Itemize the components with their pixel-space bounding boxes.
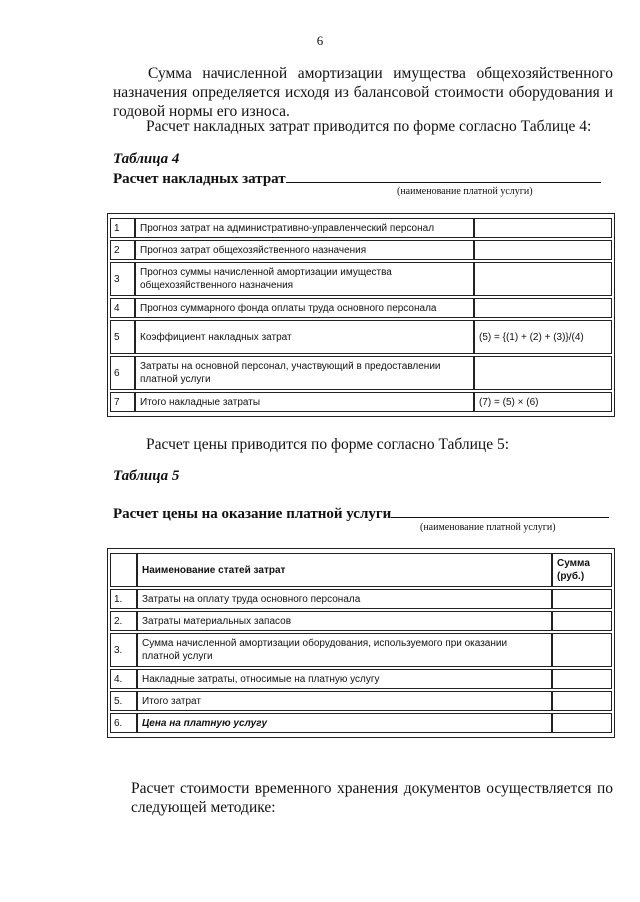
- table-row: [110, 298, 612, 318]
- row-text: Коэффициент накладных затрат: [135, 320, 474, 354]
- row-value: [552, 691, 612, 711]
- table-header-row: [110, 553, 612, 587]
- row-value: [552, 611, 612, 631]
- overhead-costs-table: [110, 216, 612, 414]
- row-number: 7: [110, 392, 135, 412]
- table-row: [110, 356, 612, 390]
- row-text: Цена на платную услугу: [137, 713, 552, 733]
- table5-title-text: Расчет цены на оказание платной услуги: [113, 506, 392, 522]
- paragraph-storage-cost: Расчет стоимости временного хранения документов осуществляется по следующей методике:: [131, 780, 613, 816]
- header-sum: Сумма (руб.): [552, 553, 612, 587]
- row-text: Накладные затраты, относимые на платную услугу: [137, 669, 552, 689]
- row-text: Затраты на основной персонал, участвующий в предоставлении платной услуги: [135, 356, 474, 390]
- row-value: [552, 633, 612, 667]
- row-number: 1.: [110, 589, 137, 609]
- row-number: 6: [110, 356, 135, 390]
- row-text: Прогноз затрат общехозяйственного назначения: [135, 240, 474, 260]
- row-text: Прогноз суммарного фонда оплаты труда основного персонала: [135, 298, 474, 318]
- row-number: 3.: [110, 633, 137, 667]
- header-number: [110, 553, 137, 587]
- table-row: [110, 633, 612, 667]
- row-value: (5) = {(1) + (2) + (3)}/(4): [474, 320, 612, 354]
- header-name: Наименование статей затрат: [137, 553, 552, 587]
- table4-caption: Таблица 4: [113, 151, 180, 167]
- table-row: [110, 392, 612, 412]
- row-number: 5: [110, 320, 135, 354]
- row-number: 4.: [110, 669, 137, 689]
- row-value: [552, 589, 612, 609]
- row-number: 2: [110, 240, 135, 260]
- row-value: [474, 218, 612, 238]
- table4-frame: [107, 213, 615, 417]
- row-text: Итого затрат: [137, 691, 552, 711]
- row-value: [474, 240, 612, 260]
- table-row: [110, 691, 612, 711]
- row-text: Прогноз затрат на административно-управленческий персонал: [135, 218, 474, 238]
- table4-title: [113, 168, 601, 188]
- page-number: 6: [316, 33, 324, 48]
- row-number: 6.: [110, 713, 137, 733]
- table-row: [110, 218, 612, 238]
- row-text: Итого накладные затраты: [135, 392, 474, 412]
- row-value: [552, 713, 612, 733]
- row-value: [552, 669, 612, 689]
- row-text: Прогноз суммы начисленной амортизации имущества общехозяйственного назначения: [135, 262, 474, 296]
- paragraph-price-intro: Расчет цены приводится по форме согласно Таблице 5:: [146, 436, 510, 453]
- row-value: [474, 298, 612, 318]
- row-number: 1: [110, 218, 135, 238]
- table5-caption: Таблица 5: [113, 468, 180, 484]
- row-value: [474, 262, 612, 296]
- service-name-line: [286, 168, 601, 183]
- row-text: Сумма начисленной амортизации оборудования, используемого при оказании платной услуги: [137, 633, 552, 667]
- row-number: 3: [110, 262, 135, 296]
- paragraph-overhead-intro: Расчет накладных затрат приводится по форме согласно Таблице 4:: [146, 118, 592, 135]
- row-text: Затраты материальных запасов: [137, 611, 552, 631]
- row-value: [474, 356, 612, 390]
- table-row: [110, 320, 612, 354]
- service-name-line: [391, 503, 609, 518]
- table-row: [110, 262, 612, 296]
- table4-title-text: Расчет накладных затрат: [113, 171, 286, 187]
- table-row: [110, 611, 612, 631]
- table-row: [110, 713, 612, 733]
- price-calculation-table: [110, 551, 612, 735]
- row-number: 5.: [110, 691, 137, 711]
- table5-hint: (наименование платной услуги): [420, 522, 556, 533]
- table-row: [110, 589, 612, 609]
- row-number: 4: [110, 298, 135, 318]
- table-row: [110, 240, 612, 260]
- table5-title: [113, 503, 609, 523]
- table4-hint: (наименование платной услуги): [397, 186, 533, 197]
- table5-frame: [107, 548, 615, 738]
- row-number: 2.: [110, 611, 137, 631]
- table-row: [110, 669, 612, 689]
- row-value: (7) = (5) × (6): [474, 392, 612, 412]
- row-text: Затраты на оплату труда основного персонала: [137, 589, 552, 609]
- paragraph-amortization: Сумма начисленной амортизации имущества общехозяйственного назначения определяется исходя из балансовой стоимости оборудования и годовой нормы его износа.: [113, 65, 613, 120]
